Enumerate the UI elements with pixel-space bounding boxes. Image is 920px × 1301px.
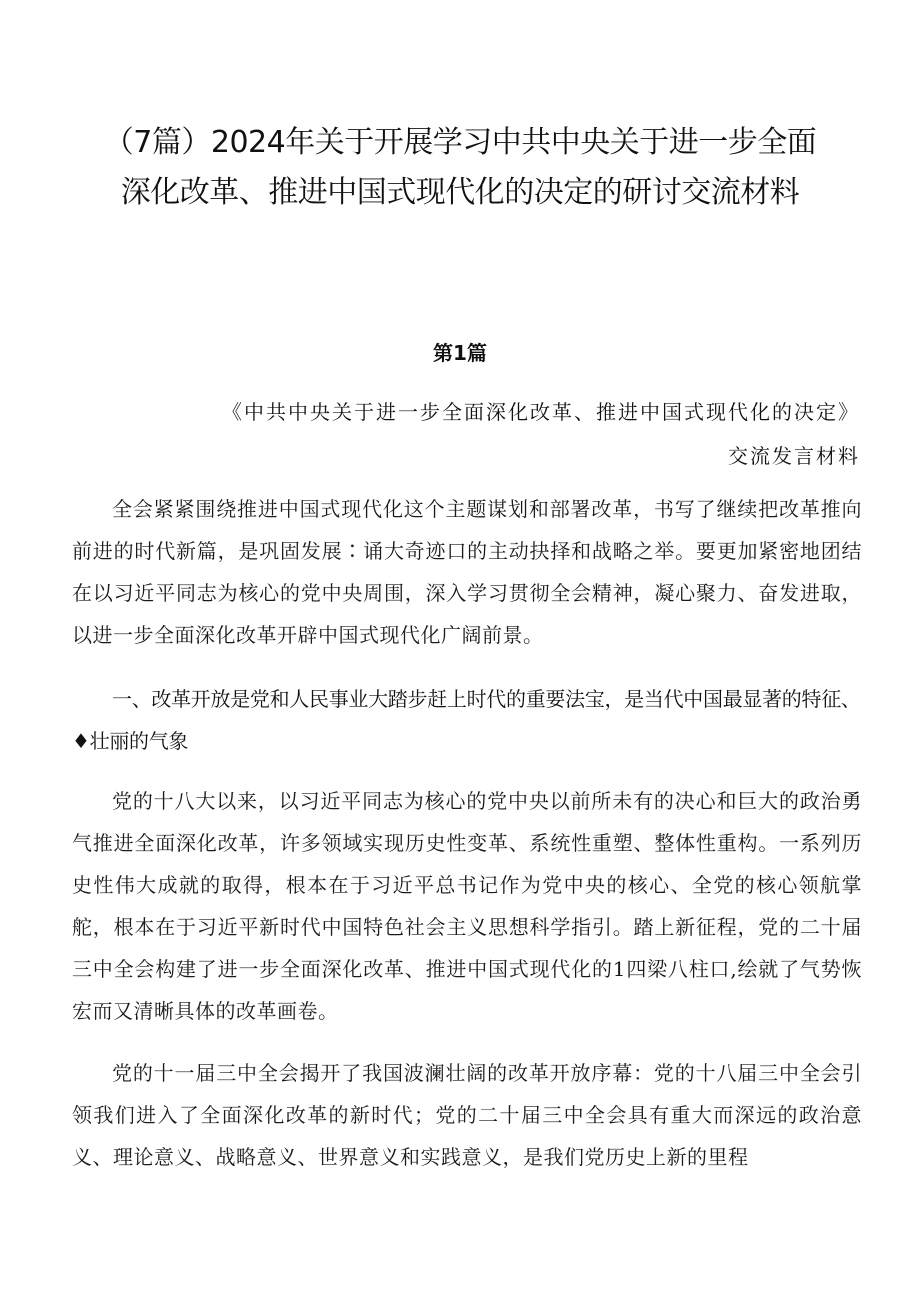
section-heading-1: 一、改革开放是党和人民事业大踏步赶上时代的重要法宝，是当代中国最显著的特征、♦壮丽的气象 <box>72 687 861 753</box>
chapter-label: 第1篇 <box>433 341 487 365</box>
document-title: （7篇）2024年关于开展学习中共中央关于进一步全面深化改革、推进中国式现代化的决定的研讨交流材料 <box>103 125 817 210</box>
subtitle-line-2: 交流发言材料 <box>728 444 860 468</box>
paragraph-3: 党的十一届三中全会揭开了我国波澜壮阔的改革开放序幕：党的十八届三中全会引领我们进入了全面深化改革的新时代；党的二十届三中全会具有重大而深远的政治意义、理论意义、战略意义、世界意义和实践意义，是我们党历史上新的里程 <box>72 1061 862 1169</box>
paragraph-1: 全会紧紧围绕推进中国式现代化这个主题谋划和部署改革，书写了继续把改革推向前进的时代新篇，是巩固发展∶诵大奇迹口的主动抉择和战略之举。要更加紧密地团结在以习近平同志为核心的党中央周围，深入学习贯彻全会精神，凝心聚力、奋发进取，以进一步全面深化改革开辟中国式现代化广阔前景。 <box>72 497 862 647</box>
subtitle-line-1: 《中共中央关于进一步全面深化改革、推进中国式现代化的决定》 <box>222 400 860 424</box>
subtitle <box>60 390 860 478</box>
paragraph-2: 党的十八大以来，以习近平同志为核心的党中央以前所未有的决心和巨大的政治勇气推进全面深化改革，许多领域实现历史性变革、系统性重塑、整体性重构。一系列历史性伟大成就的取得，根本在于习近平总书记作为党中央的核心、全党的核心领航掌舵，根本在于习近平新时代中国特色社会主义思想科学指引。踏上新征程，党的二十届三中全会构建了进一步全面深化改革、推进中国式现代化的1四梁八柱口,绘就了气势恢宏而又清晰具体的改革画卷。 <box>72 789 862 1023</box>
